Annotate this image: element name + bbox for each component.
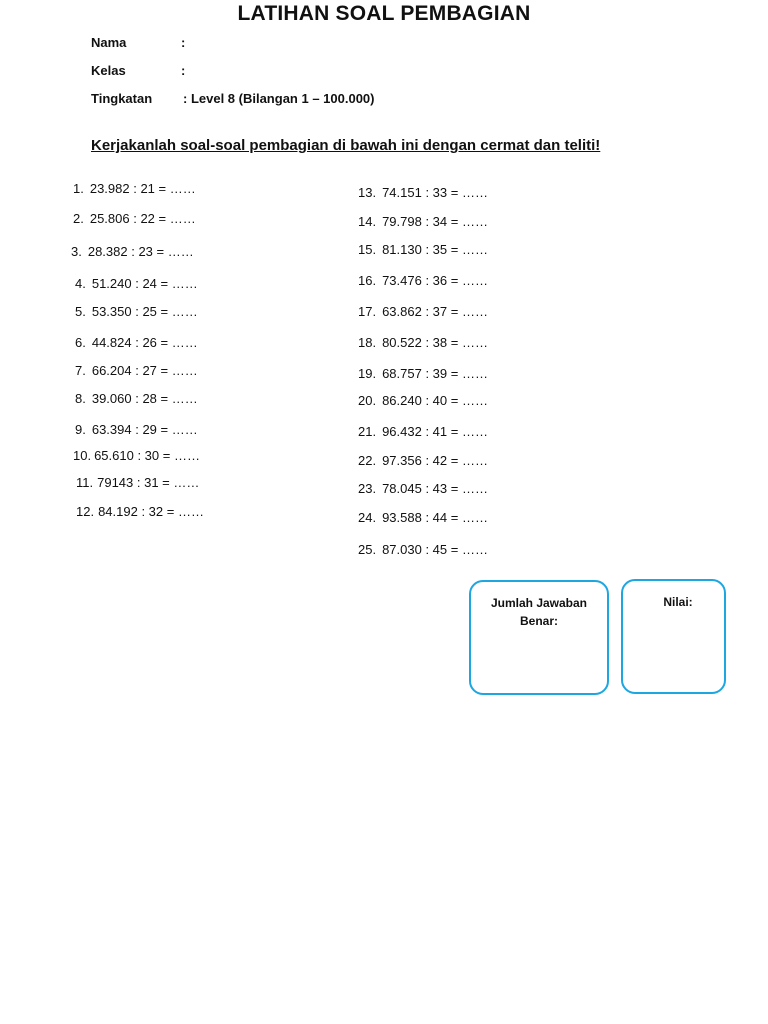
question-number: 3. — [71, 244, 82, 259]
question-text: 96.432 : 41 = …… — [382, 424, 488, 439]
question-item — [75, 335, 198, 350]
question-number: 20. — [358, 393, 377, 408]
question-text: 68.757 : 39 = …… — [382, 366, 488, 381]
question-text: 80.522 : 38 = …… — [382, 335, 488, 350]
question-number: 16. — [358, 273, 377, 288]
kelas-colon: : — [181, 63, 186, 78]
info-tingkatan-row — [91, 91, 374, 106]
tingkatan-value: : Level 8 (Bilangan 1 – 100.000) — [183, 91, 375, 106]
question-text: 39.060 : 28 = …… — [91, 391, 198, 406]
tingkatan-label: Tingkatan — [91, 91, 153, 106]
question-text: 78.045 : 43 = …… — [382, 481, 488, 496]
question-text: 74.151 : 33 = …… — [382, 185, 488, 200]
question-number: 9. — [75, 422, 86, 437]
question-text: 84.192 : 32 = …… — [98, 504, 204, 519]
question-item — [75, 422, 198, 437]
question-number: 17. — [358, 304, 377, 319]
question-text: 87.030 : 45 = …… — [382, 542, 488, 557]
question-item — [76, 475, 199, 490]
question-item — [75, 276, 198, 291]
question-number: 6. — [75, 335, 86, 350]
question-item — [358, 214, 488, 229]
question-item — [71, 244, 194, 259]
question-text: 63.394 : 29 = …… — [91, 422, 198, 437]
question-number: 2. — [73, 211, 84, 226]
question-item — [358, 273, 488, 288]
question-text: 93.588 : 44 = …… — [382, 510, 488, 525]
question-number: 23. — [358, 481, 377, 496]
jumlah-jawaban-benar-label: Jumlah Jawaban Benar: — [490, 596, 588, 628]
question-text: 25.806 : 22 = …… — [89, 211, 196, 226]
nilai-label: Nilai: — [663, 595, 693, 609]
question-number: 13. — [358, 185, 377, 200]
question-number: 21. — [358, 424, 377, 439]
question-number: 5. — [75, 304, 86, 319]
question-number: 24. — [358, 510, 377, 525]
question-number: 7. — [75, 363, 86, 378]
question-text: 53.350 : 25 = …… — [91, 304, 198, 319]
question-item — [358, 393, 488, 408]
question-item — [358, 453, 488, 468]
question-item — [358, 542, 488, 557]
question-text: 86.240 : 40 = …… — [382, 393, 488, 408]
question-number: 18. — [358, 335, 377, 350]
question-item — [358, 424, 488, 439]
question-number: 1. — [73, 181, 84, 196]
question-item — [76, 504, 204, 519]
question-item — [358, 242, 488, 257]
question-number: 4. — [75, 276, 86, 291]
info-kelas-row — [91, 63, 185, 78]
question-text: 73.476 : 36 = …… — [382, 273, 488, 288]
question-item — [358, 366, 488, 381]
question-item — [75, 363, 198, 378]
question-item — [75, 391, 198, 406]
question-item — [73, 211, 196, 226]
nilai-box[interactable] — [621, 579, 726, 694]
question-text: 44.824 : 26 = …… — [91, 335, 198, 350]
question-item — [358, 510, 488, 525]
question-item — [73, 181, 196, 196]
question-text: 63.862 : 37 = …… — [382, 304, 488, 319]
question-number: 10. — [73, 448, 92, 463]
question-item — [358, 185, 488, 200]
question-item — [73, 448, 200, 463]
nama-label: Nama — [91, 35, 127, 50]
question-item — [75, 304, 198, 319]
question-number: 25. — [358, 542, 377, 557]
question-text: 65.610 : 30 = …… — [94, 448, 200, 463]
question-text: 79143 : 31 = …… — [97, 475, 200, 490]
nama-colon: : — [181, 35, 186, 50]
question-number: 19. — [358, 366, 377, 381]
question-number: 22. — [358, 453, 377, 468]
question-item — [358, 481, 488, 496]
question-text: 23.982 : 21 = …… — [89, 181, 196, 196]
instruction-text: Kerjakanlah soal-soal pembagian di bawah ini dengan cermat dan teliti! — [91, 137, 601, 154]
question-number: 14. — [358, 214, 377, 229]
question-text: 79.798 : 34 = …… — [382, 214, 488, 229]
question-text: 81.130 : 35 = …… — [382, 242, 488, 257]
question-number: 15. — [358, 242, 377, 257]
question-text: 66.204 : 27 = …… — [91, 363, 198, 378]
info-nama-row — [91, 35, 185, 50]
question-number: 12. — [76, 504, 95, 519]
question-number: 11. — [76, 475, 94, 490]
kelas-label: Kelas — [91, 63, 126, 78]
question-item — [358, 335, 488, 350]
question-text: 97.356 : 42 = …… — [382, 453, 488, 468]
jumlah-jawaban-benar-box[interactable] — [469, 580, 609, 695]
question-number: 8. — [75, 391, 86, 406]
question-item — [358, 304, 488, 319]
question-text: 51.240 : 24 = …… — [91, 276, 198, 291]
page-title: LATIHAN SOAL PEMBAGIAN — [237, 2, 531, 25]
question-text: 28.382 : 23 = …… — [87, 244, 194, 259]
